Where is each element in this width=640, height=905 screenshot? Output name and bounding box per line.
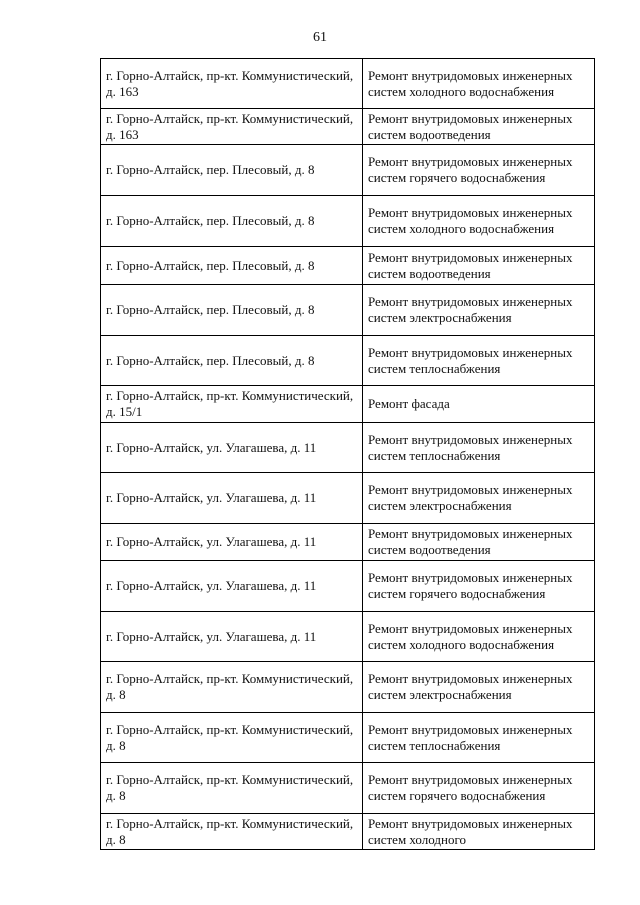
work-cell: Ремонт внутридомовых инженерных систем горячего водоснабжения [363, 145, 595, 196]
work-cell: Ремонт внутридомовых инженерных систем водоотведения [363, 524, 595, 561]
address-cell: г. Горно-Алтайск, ул. Улагашева, д. 11 [101, 612, 363, 662]
address-cell: г. Горно-Алтайск, ул. Улагашева, д. 11 [101, 561, 363, 612]
address-cell: г. Горно-Алтайск, ул. Улагашева, д. 11 [101, 423, 363, 473]
work-cell: Ремонт внутридомовых инженерных систем водоотведения [363, 247, 595, 285]
address-cell: г. Горно-Алтайск, пер. Плесовый, д. 8 [101, 336, 363, 386]
work-cell: Ремонт внутридомовых инженерных систем теплоснабжения [363, 336, 595, 386]
address-cell: г. Горно-Алтайск, ул. Улагашева, д. 11 [101, 473, 363, 524]
table-row [101, 713, 595, 763]
work-cell: Ремонт внутридомовых инженерных систем теплоснабжения [363, 423, 595, 473]
works-table-body [101, 59, 595, 850]
table-row [101, 59, 595, 109]
table-row [101, 612, 595, 662]
table-row [101, 285, 595, 336]
table-row [101, 109, 595, 145]
address-cell: г. Горно-Алтайск, пр-кт. Коммунистический, д. 163 [101, 59, 363, 109]
work-cell: Ремонт внутридомовых инженерных систем электроснабжения [363, 285, 595, 336]
work-cell: Ремонт внутридомовых инженерных систем теплоснабжения [363, 713, 595, 763]
work-cell: Ремонт внутридомовых инженерных систем горячего водоснабжения [363, 561, 595, 612]
table-row [101, 814, 595, 850]
address-cell: г. Горно-Алтайск, пер. Плесовый, д. 8 [101, 285, 363, 336]
table-row [101, 196, 595, 247]
address-cell: г. Горно-Алтайск, пр-кт. Коммунистический, д. 15/1 [101, 386, 363, 423]
table-row [101, 524, 595, 561]
work-cell: Ремонт внутридомовых инженерных систем холодного водоснабжения [363, 59, 595, 109]
works-table [100, 58, 595, 850]
address-cell: г. Горно-Алтайск, пр-кт. Коммунистический, д. 163 [101, 109, 363, 145]
table-row [101, 662, 595, 713]
page-number: 61 [313, 30, 327, 45]
address-cell: г. Горно-Алтайск, ул. Улагашева, д. 11 [101, 524, 363, 561]
address-cell: г. Горно-Алтайск, пр-кт. Коммунистический, д. 8 [101, 763, 363, 814]
work-cell: Ремонт внутридомовых инженерных систем горячего водоснабжения [363, 763, 595, 814]
address-cell: г. Горно-Алтайск, пер. Плесовый, д. 8 [101, 145, 363, 196]
work-cell: Ремонт внутридомовых инженерных систем электроснабжения [363, 473, 595, 524]
address-cell: г. Горно-Алтайск, пр-кт. Коммунистический, д. 8 [101, 713, 363, 763]
work-cell: Ремонт внутридомовых инженерных систем электроснабжения [363, 662, 595, 713]
table-row [101, 473, 595, 524]
table-row [101, 423, 595, 473]
address-cell: г. Горно-Алтайск, пр-кт. Коммунистический, д. 8 [101, 662, 363, 713]
table-row [101, 386, 595, 423]
table-row [101, 561, 595, 612]
table-row [101, 336, 595, 386]
work-cell: Ремонт внутридомовых инженерных систем водоотведения [363, 109, 595, 145]
work-cell: Ремонт внутридомовых инженерных систем холодного водоснабжения [363, 612, 595, 662]
table-row [101, 145, 595, 196]
table-row [101, 247, 595, 285]
work-cell: Ремонт внутридомовых инженерных систем холодного водоснабжения [363, 196, 595, 247]
work-cell: Ремонт внутридомовых инженерных систем холодного [363, 814, 595, 850]
address-cell: г. Горно-Алтайск, пер. Плесовый, д. 8 [101, 247, 363, 285]
table-row [101, 763, 595, 814]
work-cell: Ремонт фасада [363, 386, 595, 423]
address-cell: г. Горно-Алтайск, пр-кт. Коммунистический, д. 8 [101, 814, 363, 850]
address-cell: г. Горно-Алтайск, пер. Плесовый, д. 8 [101, 196, 363, 247]
